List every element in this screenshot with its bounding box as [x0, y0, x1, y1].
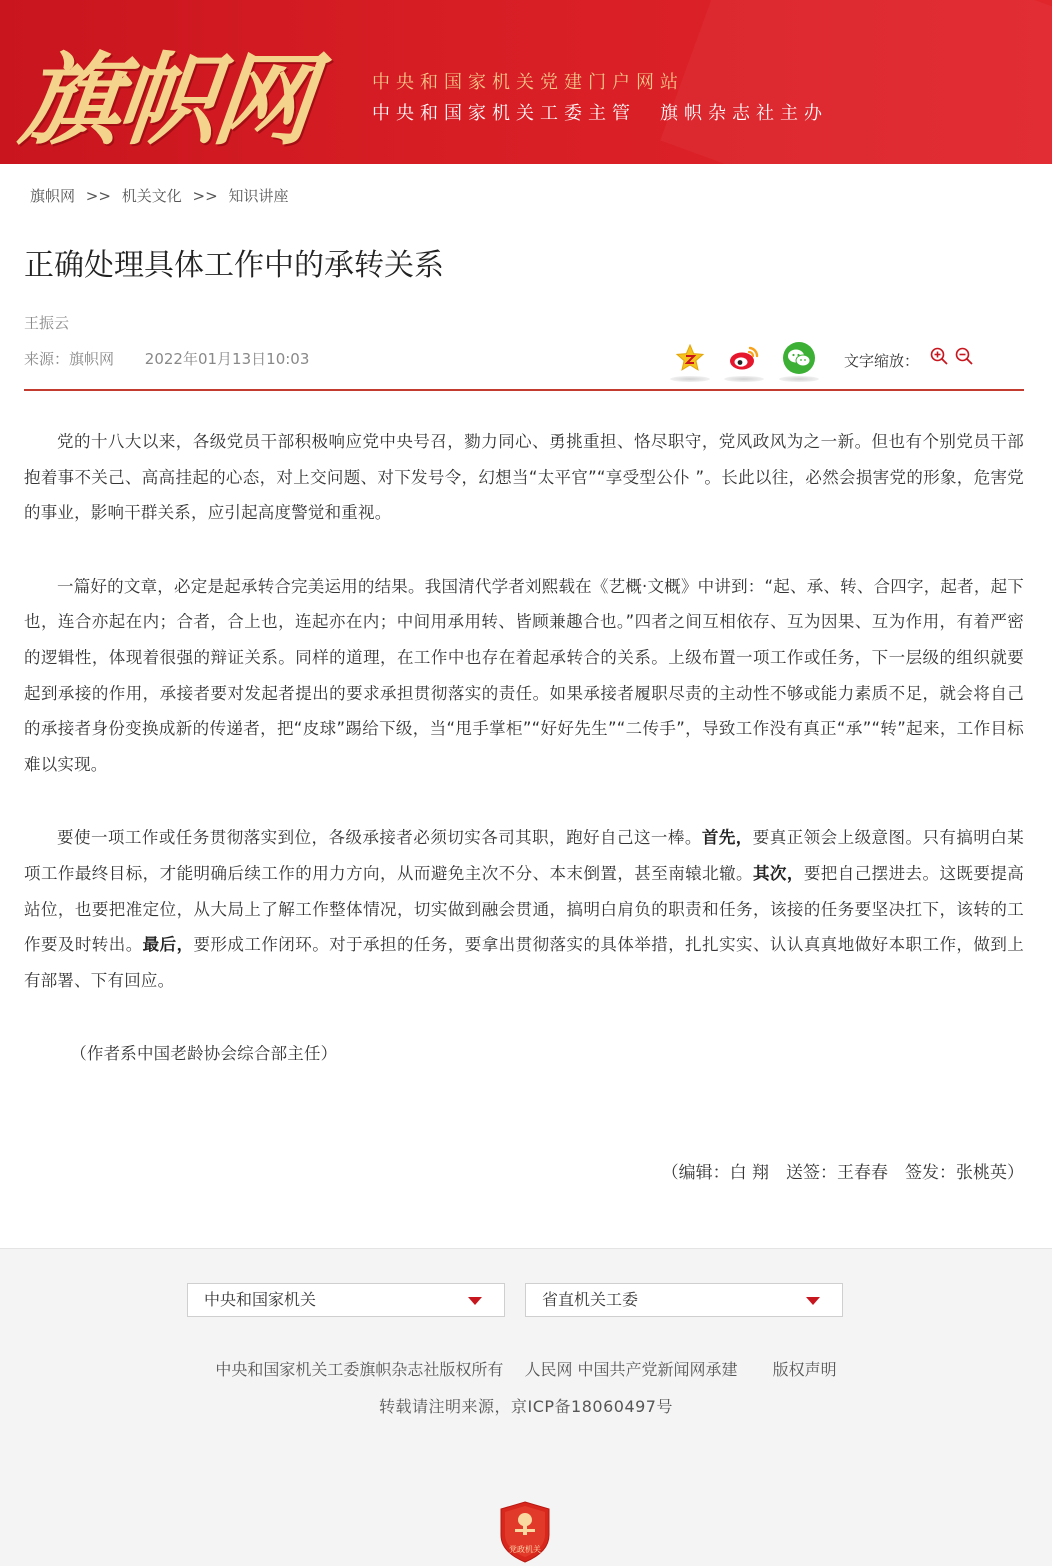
- share-shadow: [670, 376, 710, 382]
- article-title: 正确处理具体工作中的承转关系: [24, 248, 444, 283]
- article-meta: [24, 348, 309, 369]
- article-paragraph: [24, 820, 1024, 998]
- rights-link[interactable]: 版权声明: [772, 1360, 837, 1379]
- footer: [0, 1248, 1052, 1566]
- select-value: 省直机关工委: [542, 1290, 639, 1309]
- dropdown-caret-icon: [468, 1297, 482, 1305]
- text-zoom-label: 文字缩放：: [844, 352, 920, 370]
- emphasis-first: 首先，: [701, 828, 753, 848]
- header-banner: [0, 0, 1052, 164]
- breadcrumb-separator: >>: [85, 187, 111, 205]
- site-slogan-secondary: 中央和国家机关工委主管 旗帜杂志社主办: [372, 103, 828, 124]
- footer-copyright-line: [0, 1357, 1052, 1380]
- emphasis-last: 最后，: [142, 935, 194, 955]
- share-shadow: [779, 376, 819, 382]
- site-slogan-primary: 中央和国家机关党建门户网站: [372, 72, 684, 93]
- paragraph-text: 要真正领会上级意图。只有搞明白某项工作最终目标，才能明确后续工作的用力方向，从而避免主次不分、本末倒置，甚至南辕北辙。: [24, 828, 1025, 883]
- select-value: 中央和国家机关: [204, 1290, 317, 1309]
- wechat-icon[interactable]: [783, 342, 815, 374]
- zoom-out-icon[interactable]: [955, 347, 973, 365]
- article-source: 来源：旗帜网: [24, 350, 115, 368]
- article-paragraph: 一篇好的文章，必定是起承转合完美运用的结果。我国清代学者刘熙载在《艺概·文概》中讲到：“起、承、转、合四字，起者，起下也，连合亦起在内；合者，合上也，连起亦在内；中间用承用转、皆顾兼趣合也。”四者之间互相依存、互为因果、互为作用，有着严密的逻辑性，体现着很强的辩证关系。同样的道理，在工作中也存在着起承转合的关系。上级布置一项工作或任务，下一层级的组织就要起到承接的作用，承接者要对发起者提出的要求承担贯彻落实的责任。如果承接者履职尽责的主动性不够或能力素质不足，就会将自己的承接者身份变换成新的传递者，把“皮球”踢给下级，当“甩手掌柜”“好好先生”“二传手”，导致工作没有真正“承”“转”起来，工作目标难以实现。: [24, 576, 1024, 774]
- banner-decoration: [660, 0, 1052, 164]
- article-paragraph: 党的十八大以来，各级党员干部积极响应党中央号召，勠力同心、勇挑重担、恪尽职守，党风政风为之一新。但也有个别党员干部抱着事不关己、高高挂起的心态，对上交问题、对下发号令，幻想当“太平官”“享受型公仆 ”。长此以往，必然会损害党的形象，危害党的事业，影响干群关系，应引起高度警觉和重视。: [24, 432, 1024, 523]
- editor-credits: （编辑：白 翔 送签：王春春 签发：张桃英）: [661, 1163, 1024, 1183]
- title-divider: [24, 389, 1024, 391]
- star-icon[interactable]: [674, 342, 706, 374]
- article-date: 2022年01月13日10:03: [144, 350, 310, 368]
- government-site-badge[interactable]: [499, 1501, 551, 1563]
- footer-icp-line: 转载请注明来源，京ICP备18060497号: [379, 1397, 673, 1416]
- paragraph-text: 要使一项工作或任务贯彻落实到位，各级承接者必须切实各司其职，跑好自己这一棒。: [57, 828, 702, 848]
- breadcrumb-current-link[interactable]: 知识讲座: [228, 187, 289, 205]
- paragraph-text: 要形成工作闭环。对于承担的任务，要拿出贯彻落实的具体举措，扎扎实实、认认真真地做好本职工作，做到上有部署、下有回应。: [24, 935, 1024, 990]
- zoom-in-icon[interactable]: [930, 347, 948, 365]
- provincial-committee-select[interactable]: [525, 1283, 843, 1317]
- site-logo[interactable]: 旗帜网: [14, 41, 316, 159]
- breadcrumb-category-link[interactable]: 机关文化: [121, 187, 182, 205]
- breadcrumb-separator: >>: [192, 187, 218, 205]
- breadcrumb-home-link[interactable]: 旗帜网: [30, 187, 76, 205]
- central-agencies-select[interactable]: [187, 1283, 505, 1317]
- builder-text: 人民网 中国共产党新闻网承建: [524, 1360, 738, 1379]
- share-shadow: [724, 376, 764, 382]
- article-author: 王振云: [24, 314, 70, 332]
- badge-label: 党政机关: [509, 1545, 541, 1554]
- article-body: [24, 424, 1024, 1110]
- paragraph-text: 要把自己摆进去。这既要提高站位，也要把准定位，从大局上了解工作整体情况，切实做到融会贯通，搞明白肩负的职责和任务，该接的任务要坚决扛下，该转的工作要及时转出。: [24, 863, 1024, 955]
- author-note: （作者系中国老龄协会综合部主任）: [70, 1044, 338, 1064]
- dropdown-caret-icon: [806, 1297, 820, 1305]
- breadcrumb: [30, 185, 294, 206]
- copyright-text: 中央和国家机关工委旗帜杂志社版权所有: [215, 1360, 504, 1379]
- emphasis-second: 其次，: [752, 863, 804, 883]
- weibo-icon[interactable]: [728, 342, 760, 374]
